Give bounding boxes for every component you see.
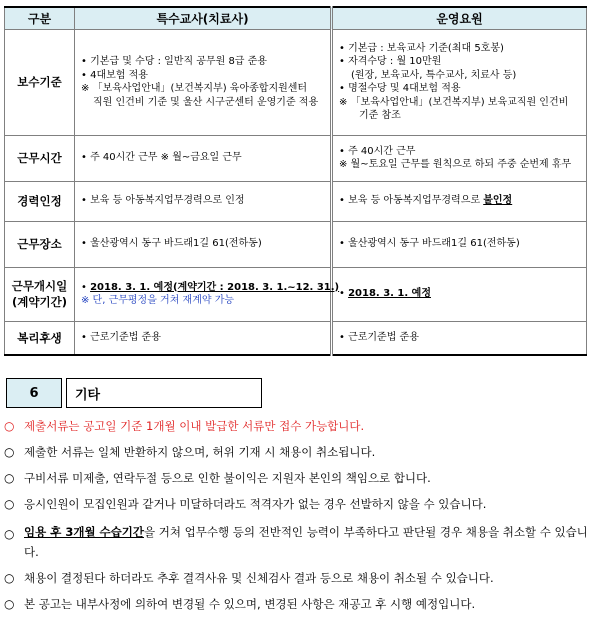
career-operating-staff	[332, 181, 587, 221]
cell-line: • 근로기준법 준용	[81, 332, 161, 343]
circle-bullet-icon: ○	[4, 419, 15, 433]
header-category: 구분	[5, 7, 75, 29]
list-item	[4, 418, 590, 434]
row-label-start	[5, 267, 75, 321]
cell-line	[81, 281, 340, 295]
note-text: 응시인원이 모집인원과 같거나 미달하더라도 적격자가 없는 경우 선발하지 않을 수 있습니다.	[24, 497, 487, 511]
welfare-special-teacher	[75, 321, 332, 355]
circle-bullet-icon: ○	[4, 597, 15, 611]
note-text: 본 공고는 내부사정에 의하여 변경될 수 있으며, 변경된 사항은 재공고 후 시행 예정입니다.	[24, 597, 476, 611]
note-text: 구비서류 미제출, 연락두절 등으로 인한 불이익은 지원자 본인의 책임으로 합니다.	[24, 471, 431, 485]
list-item	[4, 496, 590, 512]
cell-line: • 울산광역시 동구 바드래1길 61(전하동)	[339, 238, 520, 250]
cell-line: • 근로기준법 준용	[339, 332, 419, 343]
start-date: 2018. 3. 1. 예정	[348, 288, 431, 300]
table-header-row	[5, 7, 587, 29]
row-label-place: 근무장소	[5, 221, 75, 267]
place-special-teacher	[75, 221, 332, 267]
section-title: 기타	[66, 378, 262, 408]
career-not-recognized: 불인정	[483, 195, 513, 207]
cell-line: ※ 「보육사업안내」(보건복지부) 육아종합지원센터	[81, 83, 308, 94]
start-operating-staff	[332, 267, 587, 321]
table-row-hours	[5, 135, 587, 181]
cell-line: • 4대보험 적용	[81, 69, 148, 81]
career-text: • 보육 등 아동복지업무경력으로	[339, 195, 484, 207]
circle-bullet-icon: ○	[4, 527, 15, 541]
circle-bullet-icon: ○	[4, 445, 15, 459]
circle-bullet-icon: ○	[4, 497, 15, 511]
start-date: 2018. 3. 1. 예정(계약기간 : 2018. 3. 1.~12. 31.)	[90, 281, 340, 293]
cell-line: • 보육 등 아동복지업무경력으로 인정	[81, 195, 245, 207]
cell-line: ※ 「보육사업안내」(보건복지부) 보육교직원 인건비	[339, 96, 569, 108]
cell-line: • 주 40시간 근무 ※ 월~금요일 근무	[81, 152, 242, 164]
bullet: •	[81, 281, 91, 293]
cell-line: • 울산광역시 동구 바드래1길 61(전하동)	[81, 238, 262, 250]
list-item	[4, 570, 590, 586]
cell-line: • 자격수당 : 월 10만원	[339, 56, 442, 67]
table-row-career	[5, 181, 587, 221]
list-item	[4, 444, 590, 460]
note-text: 제출한 서류는 일체 반환하지 않으며, 허위 기재 시 채용이 취소됩니다.	[24, 445, 376, 459]
note-text: 제출서류는 공고일 기준 1개월 이내 발급한 서류만 접수 가능합니다.	[24, 419, 365, 433]
row-label-start-line2: (계약기간)	[12, 295, 67, 309]
pay-special-teacher	[75, 29, 332, 135]
table-row-pay	[5, 29, 587, 135]
cell-line: • 기본급 : 보육교사 기준(최대 5호봉)	[339, 42, 504, 54]
notes-list	[4, 418, 590, 612]
cell-line: 기준 참조	[359, 110, 401, 121]
pay-operating-staff	[332, 29, 587, 135]
list-item	[4, 522, 590, 562]
start-special-teacher	[75, 267, 340, 321]
row-label-start-line1: 근무개시일	[11, 279, 68, 293]
career-special-teacher	[75, 181, 332, 221]
place-operating-staff	[332, 221, 587, 267]
row-label-welfare: 복리후생	[5, 321, 75, 355]
list-item	[4, 470, 590, 486]
cell-line	[339, 287, 582, 301]
section-number: 6	[6, 378, 62, 408]
header-operating-staff: 운영요원	[332, 7, 587, 29]
probation-emphasis: 임용 후 3개월 수습기간	[24, 525, 144, 539]
cell-line: (원장, 보육교사, 특수교사, 치료사 등)	[351, 69, 517, 81]
header-special-teacher: 특수교사(치료사)	[75, 7, 332, 29]
note-text: 을 거쳐 업무수행 등의 전반적인 능력이 부족하다고 판단될 경우 채용을 취소할 수 있습니다.	[24, 525, 588, 559]
conditions-table	[4, 6, 587, 356]
row-label-pay: 보수기준	[5, 29, 75, 135]
circle-bullet-icon: ○	[4, 471, 15, 485]
note-text: 채용이 결정된다 하더라도 추후 결격사유 및 신체검사 결과 등으로 채용이 취소될 수 있습니다.	[24, 571, 494, 585]
cell-line	[339, 194, 582, 208]
cell-line: ※ 월~토요일 근무를 원칙으로 하되 주중 순번제 휴무	[339, 159, 572, 170]
row-label-hours: 근무시간	[5, 135, 75, 181]
cell-line: • 기본급 및 수당 : 일반직 공무원 8급 준용	[81, 56, 267, 67]
hours-operating-staff	[332, 135, 587, 181]
cell-line: ※ 단, 근무평정을 거쳐 재계약 가능	[81, 295, 235, 306]
circle-bullet-icon: ○	[4, 571, 15, 585]
table-row-welfare	[5, 321, 587, 355]
cell-line: • 주 40시간 근무	[339, 145, 416, 157]
list-item	[4, 596, 590, 612]
bullet: •	[339, 288, 349, 300]
row-label-career: 경력인정	[5, 181, 75, 221]
cell-line: • 명절수당 및 4대보험 적용	[339, 83, 461, 94]
table-row-place	[5, 221, 587, 267]
hours-special-teacher	[75, 135, 332, 181]
cell-line: 직원 인건비 기준 및 울산 시구군센터 운영기준 적용	[93, 96, 319, 108]
table-row-start	[5, 267, 587, 321]
welfare-operating-staff	[332, 321, 587, 355]
